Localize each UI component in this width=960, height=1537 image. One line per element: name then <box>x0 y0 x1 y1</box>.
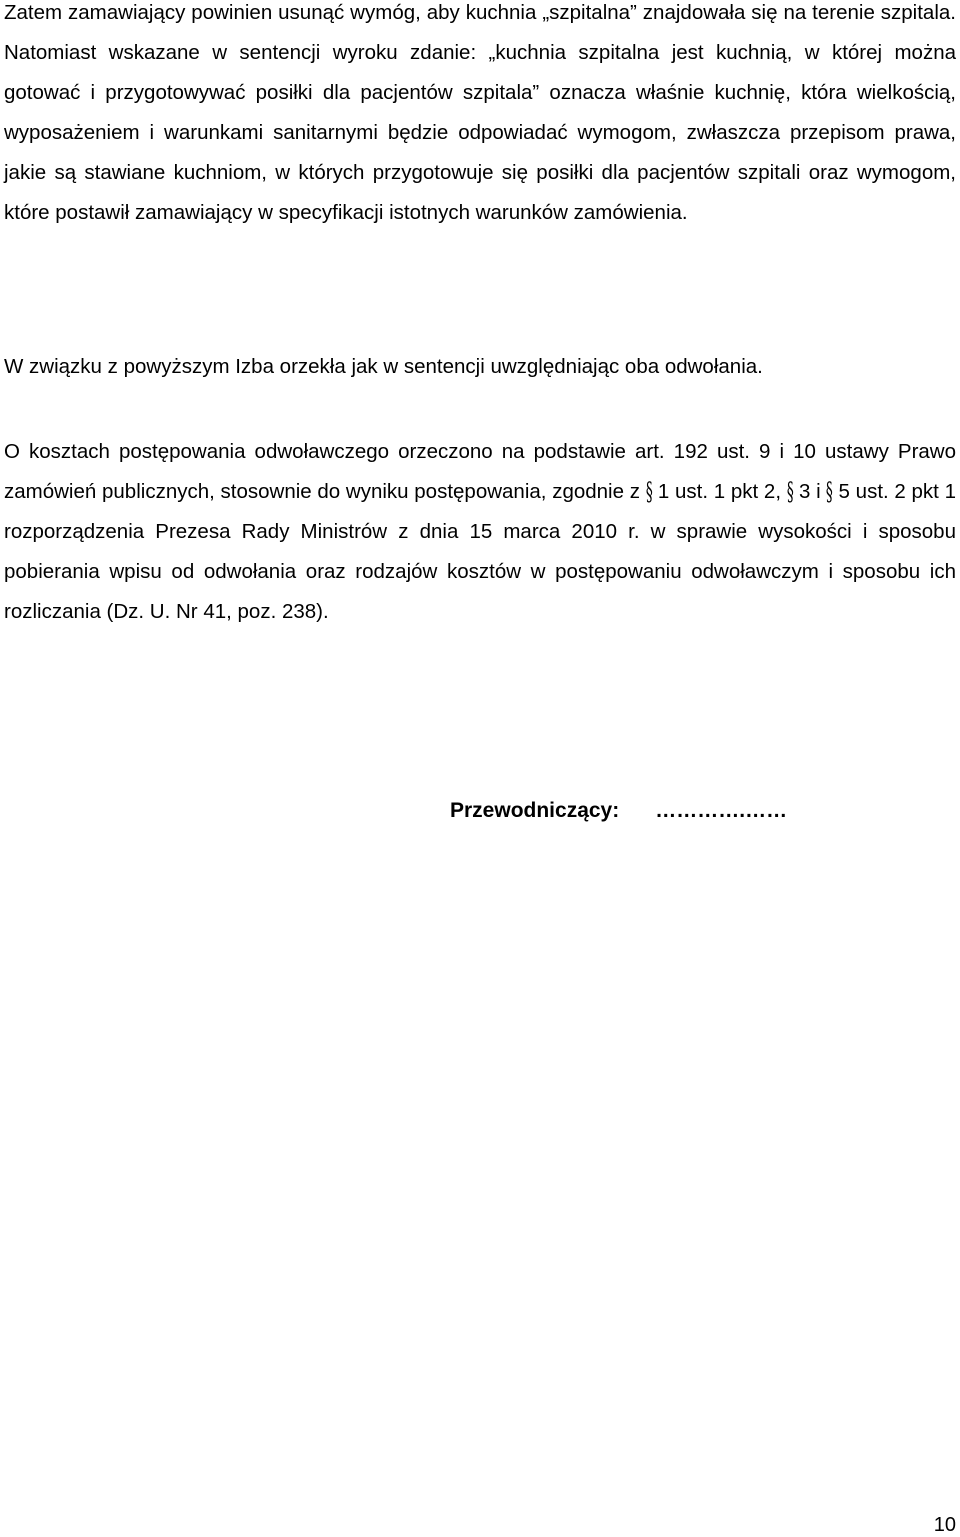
costs-text-part-4: 5 ust. 2 pkt 1 rozporządzenia Prezesa Rady Ministrów z dnia 15 marca 2010 r. w sprawie wysokości i sposobu pobierania wpisu od odwołania oraz rodzajów kosztów w postępowaniu odwoławczym i sposobu ich rozliczania (Dz. U. Nr 41, poz. 238). <box>4 480 956 623</box>
signature-block <box>450 794 787 828</box>
section-sign-icon: § <box>826 477 834 506</box>
costs-text-part-3: 3 i <box>793 480 827 503</box>
signature-label: Przewodniczący: <box>450 799 620 822</box>
signature-line: ………….…… <box>655 799 788 822</box>
costs-text-part-1: O kosztach postępowania odwoławczego orzeczono na podstawie art. 192 ust. 9 i 10 ustawy Prawo zamówień publicznych, stosownie do wyniku postępowania, zgodnie z <box>4 440 956 503</box>
paragraph-ruling: W związku z powyższym Izba orzekła jak w sentencji uwzględniając oba odwołania. <box>4 355 763 378</box>
section-sign-icon: § <box>786 477 794 506</box>
paragraph-kitchen-requirements: Zatem zamawiający powinien usunąć wymóg, aby kuchnia „szpitalna” znajdowała się na terenie szpitala. Natomiast wskazane w sentencji wyroku zdanie: „kuchnia szpitalna jest kuchnią, w której można gotować i przygotowywać posiłki dla pacjentów szpitala” oznacza właśnie kuchnię, która wielkością, wyposażeniem i warunkami sanitarnymi będzie odpowiadać wymogom, zwłaszcza przepisom prawa, jakie są stawiane kuchniom, w których przygotowuje się posiłki dla pacjentów szpitali oraz wymogom, które postawił zamawiający w specyfikacji istotnych warunków zamówienia. <box>4 1 956 224</box>
page-number: 10 <box>933 1514 956 1536</box>
section-sign-icon: § <box>645 477 653 506</box>
costs-text-part-2: 1 ust. 1 pkt 2, <box>652 480 787 503</box>
paragraph-costs <box>4 432 956 632</box>
